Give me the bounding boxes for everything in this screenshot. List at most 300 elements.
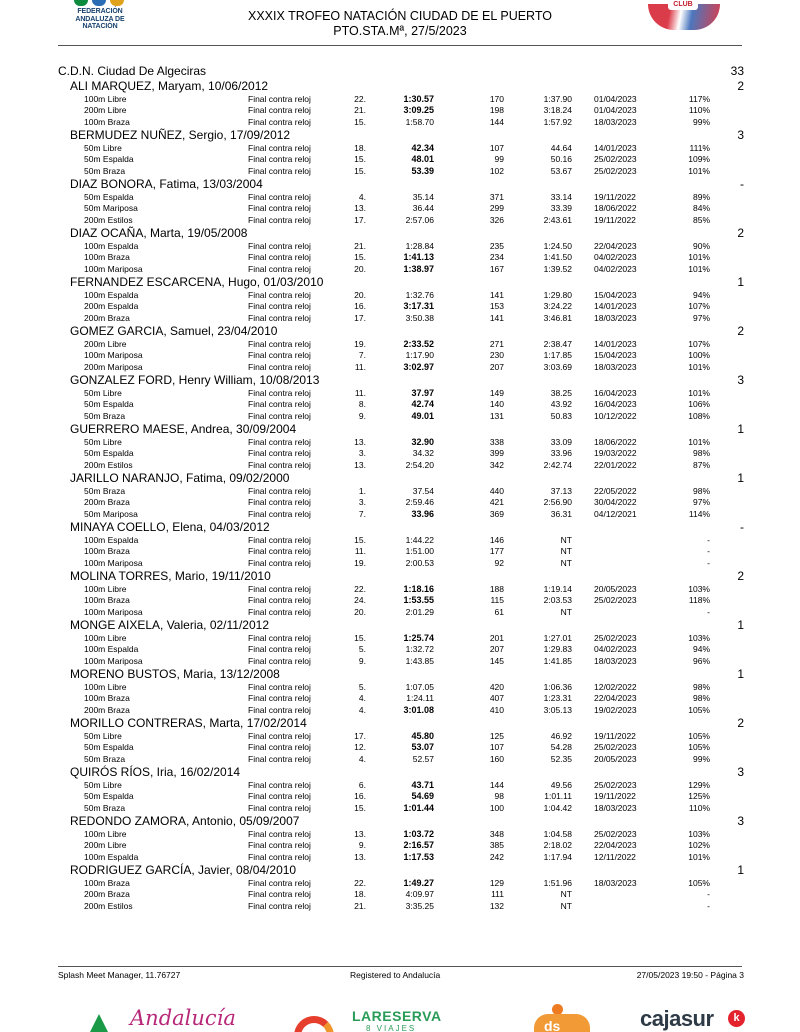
race-place: 24.	[354, 595, 366, 605]
race-time: 1:17.53	[403, 851, 434, 862]
race-round: Final contra reloj	[248, 693, 311, 703]
race-round: Final contra reloj	[248, 203, 311, 213]
swimmer-header	[0, 618, 800, 633]
race-time: 3:01.08	[403, 704, 434, 715]
swimmer-score: -	[740, 520, 744, 534]
race-percentage: 107%	[688, 301, 710, 311]
race-row	[0, 301, 800, 313]
race-event: 200m Libre	[84, 105, 127, 115]
race-points: 271	[489, 338, 504, 349]
race-row	[0, 339, 800, 351]
race-place: 13.	[354, 828, 366, 839]
race-points: 131	[489, 410, 504, 421]
race-time: 1:38.97	[403, 263, 434, 274]
race-points: 371	[489, 191, 504, 202]
race-event: 50m Mariposa	[84, 508, 138, 519]
race-personal-best: 1:29.80	[543, 289, 572, 300]
race-place: 22.	[354, 93, 366, 104]
race-time: 53.39	[411, 165, 434, 176]
race-points: 111	[491, 889, 504, 899]
race-round: Final contra reloj	[248, 289, 311, 300]
race-time: 1:44.22	[405, 534, 434, 545]
federation-logo	[70, 0, 140, 36]
race-row	[0, 117, 800, 129]
race-event: 50m Espalda	[84, 448, 134, 458]
race-round: Final contra reloj	[248, 154, 311, 164]
race-time: 2:33.52	[403, 338, 434, 349]
race-percentage: 101%	[688, 436, 710, 447]
race-percentage: 105%	[688, 877, 710, 888]
race-time: 4:09.97	[405, 889, 434, 899]
swimmer-block	[0, 177, 800, 226]
race-pb-date: 16/04/2023	[594, 399, 637, 409]
race-place: 9.	[358, 840, 366, 850]
race-row	[0, 399, 800, 411]
race-personal-best: 1:04.58	[543, 828, 572, 839]
swimmer-header	[0, 863, 800, 878]
swimmer-header	[0, 177, 800, 192]
swimmer-block	[0, 520, 800, 569]
race-personal-best: 1:29.83	[543, 644, 572, 654]
race-pb-date: 14/01/2023	[594, 301, 637, 311]
race-personal-best: 1:04.42	[543, 802, 572, 813]
race-row	[0, 411, 800, 423]
race-event: 100m Mariposa	[84, 557, 143, 568]
race-time: 1:24.11	[406, 693, 434, 703]
race-round: Final contra reloj	[248, 632, 311, 643]
race-place: 17.	[354, 312, 366, 323]
race-row	[0, 656, 800, 668]
sponsor-lareserva-subtext: 8 VIAJES	[366, 1024, 417, 1032]
race-personal-best: NT	[560, 534, 572, 545]
race-time: 1:32.72	[405, 644, 434, 654]
race-round: Final contra reloj	[248, 263, 311, 274]
race-round: Final contra reloj	[248, 361, 311, 372]
race-time: 34.32	[412, 448, 434, 458]
race-points: 100	[489, 802, 504, 813]
race-row	[0, 693, 800, 705]
race-points: 342	[489, 459, 504, 470]
race-row	[0, 290, 800, 302]
race-pb-date: 04/02/2023	[594, 252, 637, 262]
race-row	[0, 497, 800, 509]
race-time: 1:49.27	[403, 877, 434, 888]
footer-registered: Registered to Andalucía	[350, 970, 441, 980]
federation-logo-mark	[74, 0, 88, 6]
race-pb-date: 18/06/2022	[594, 436, 637, 447]
race-percentage: 89%	[692, 191, 710, 202]
race-percentage: 101%	[688, 387, 710, 398]
race-personal-best: 44.64	[550, 142, 572, 153]
race-place: 11.	[354, 546, 366, 556]
federation-logo-mark	[92, 0, 106, 6]
race-row	[0, 252, 800, 264]
race-percentage: 101%	[688, 165, 710, 176]
race-percentage: 98%	[692, 485, 710, 496]
race-place: 21.	[354, 105, 366, 115]
swimmer-score: 1	[737, 618, 744, 632]
race-round: Final contra reloj	[248, 497, 311, 507]
race-pb-date: 04/02/2023	[594, 644, 637, 654]
sponsor-cajasur-text: cajasur	[640, 1006, 714, 1031]
race-place: 9.	[358, 410, 366, 421]
race-place: 5.	[358, 644, 366, 654]
race-percentage: 129%	[688, 779, 710, 790]
race-event: 200m Libre	[84, 338, 127, 349]
race-points: 299	[489, 203, 504, 213]
race-row	[0, 780, 800, 792]
title-line-1: XXXIX TROFEO NATACIÓN CIUDAD DE EL PUERTO	[248, 9, 552, 23]
race-round: Final contra reloj	[248, 900, 311, 911]
race-points: 144	[489, 116, 504, 127]
race-time: 3:02.97	[403, 361, 434, 372]
race-row	[0, 94, 800, 106]
race-row	[0, 584, 800, 596]
race-row	[0, 448, 800, 460]
race-percentage: 94%	[692, 289, 710, 300]
race-time: 54.69	[411, 791, 434, 801]
race-place: 13.	[354, 851, 366, 862]
race-row	[0, 840, 800, 852]
club-row	[58, 64, 744, 78]
race-row	[0, 633, 800, 645]
race-place: 11.	[354, 361, 366, 372]
race-points: 385	[489, 840, 504, 850]
race-place: 7.	[358, 508, 366, 519]
race-time: 33.96	[411, 508, 434, 519]
swimmer-block	[0, 373, 800, 422]
race-pb-date: 14/01/2023	[594, 142, 637, 153]
race-event: 50m Espalda	[84, 791, 134, 801]
page-header	[0, 0, 800, 48]
race-round: Final contra reloj	[248, 410, 311, 421]
race-percentage: -	[707, 557, 710, 568]
race-event: 100m Libre	[84, 583, 127, 594]
race-event: 50m Libre	[84, 779, 122, 790]
swimmer-block	[0, 422, 800, 471]
race-row	[0, 878, 800, 890]
race-place: 8.	[358, 399, 366, 409]
swimmer-list	[0, 79, 800, 912]
race-personal-best: 2:43.61	[543, 214, 572, 225]
race-row	[0, 350, 800, 362]
race-time: 2:16.57	[403, 840, 434, 850]
race-time: 1:41.13	[403, 252, 434, 262]
race-personal-best: 46.92	[550, 730, 572, 741]
swimmer-header	[0, 275, 800, 290]
race-event: 100m Libre	[84, 681, 127, 692]
race-time: 1:58.70	[405, 116, 434, 127]
race-event: 100m Mariposa	[84, 655, 143, 666]
race-event: 100m Mariposa	[84, 263, 143, 274]
race-time: 53.07	[411, 742, 434, 752]
race-percentage: 105%	[688, 730, 710, 741]
race-place: 15.	[354, 165, 366, 176]
race-personal-best: 3:03.69	[543, 361, 572, 372]
race-round: Final contra reloj	[248, 753, 311, 764]
race-event: 100m Espalda	[84, 534, 139, 545]
race-place: 4.	[358, 753, 366, 764]
race-place: 20.	[354, 606, 366, 617]
race-place: 1.	[358, 485, 366, 496]
race-points: 207	[489, 361, 504, 372]
race-time: 49.01	[411, 410, 434, 421]
race-personal-best: 33.96	[550, 448, 572, 458]
race-percentage: 107%	[688, 338, 710, 349]
race-row	[0, 486, 800, 498]
race-percentage: -	[707, 606, 710, 617]
race-pb-date: 22/05/2022	[594, 485, 637, 496]
page-title	[150, 9, 650, 39]
race-pb-date: 14/01/2023	[594, 338, 637, 349]
swimmer-header	[0, 716, 800, 731]
race-personal-best: 1:17.85	[543, 350, 572, 360]
race-event: 50m Espalda	[84, 191, 134, 202]
race-row	[0, 803, 800, 815]
sponsor-lareserva-text: LARESERVA	[352, 1008, 442, 1024]
race-points: 98	[494, 791, 504, 801]
race-place: 16.	[354, 301, 366, 311]
race-points: 153	[489, 301, 504, 311]
race-personal-best: 3:24.22	[543, 301, 572, 311]
race-row	[0, 595, 800, 607]
swimmer-name: MINAYA COELLO, Elena, 04/03/2012	[70, 520, 270, 534]
race-round: Final contra reloj	[248, 508, 311, 519]
swimmer-block	[0, 226, 800, 275]
race-personal-best: NT	[560, 606, 572, 617]
race-round: Final contra reloj	[248, 595, 311, 605]
race-pb-date: 19/11/2022	[594, 730, 636, 741]
race-percentage: 110%	[688, 802, 710, 813]
race-round: Final contra reloj	[248, 742, 311, 752]
race-row	[0, 682, 800, 694]
race-pb-date: 01/04/2023	[594, 93, 637, 104]
race-percentage: 101%	[688, 263, 710, 274]
race-percentage: 103%	[688, 632, 710, 643]
race-row	[0, 644, 800, 656]
race-personal-best: 49.56	[550, 779, 572, 790]
race-place: 3.	[358, 448, 366, 458]
race-pb-date: 15/04/2023	[594, 350, 637, 360]
race-pb-date: 19/11/2022	[594, 191, 636, 202]
race-percentage: 109%	[688, 154, 710, 164]
race-percentage: -	[707, 900, 710, 911]
race-time: 3:50.38	[405, 312, 434, 323]
title-line-2: PTO.STA.Mª, 27/5/2023	[333, 24, 467, 38]
race-round: Final contra reloj	[248, 105, 311, 115]
race-round: Final contra reloj	[248, 557, 311, 568]
race-personal-best: 3:05.13	[543, 704, 572, 715]
race-time: 35.14	[412, 191, 434, 202]
race-points: 141	[489, 289, 504, 300]
race-points: 407	[489, 693, 504, 703]
race-pb-date: 01/04/2023	[594, 105, 637, 115]
swimmer-score: 1	[737, 422, 744, 436]
race-percentage: 117%	[688, 93, 710, 104]
lareserva-ring-icon	[294, 1016, 334, 1032]
race-row	[0, 852, 800, 864]
race-points: 145	[489, 655, 504, 666]
race-round: Final contra reloj	[248, 436, 311, 447]
race-personal-best: 3:18.24	[543, 105, 572, 115]
race-round: Final contra reloj	[248, 214, 311, 225]
race-time: 32.90	[411, 436, 434, 447]
race-place: 21.	[354, 900, 366, 911]
race-event: 100m Braza	[84, 546, 130, 556]
race-round: Final contra reloj	[248, 828, 311, 839]
race-pb-date: 19/11/2022	[594, 791, 636, 801]
race-points: 125	[489, 730, 504, 741]
race-row	[0, 154, 800, 166]
race-round: Final contra reloj	[248, 791, 311, 801]
race-round: Final contra reloj	[248, 350, 311, 360]
race-event: 200m Estilos	[84, 459, 133, 470]
race-pb-date: 25/02/2023	[594, 165, 637, 176]
race-time: 42.74	[411, 399, 434, 409]
race-round: Final contra reloj	[248, 240, 311, 251]
race-personal-best: 52.35	[550, 753, 572, 764]
race-personal-best: 1:39.52	[543, 263, 572, 274]
race-points: 146	[489, 534, 504, 545]
swimmer-score: 3	[737, 128, 744, 142]
race-pb-date: 22/04/2023	[594, 693, 637, 703]
race-place: 4.	[358, 704, 366, 715]
race-row	[0, 264, 800, 276]
race-event: 100m Braza	[84, 252, 130, 262]
race-time: 1:18.16	[403, 583, 434, 594]
federation-logo-mark	[110, 0, 124, 6]
race-round: Final contra reloj	[248, 730, 311, 741]
race-personal-best: 33.39	[550, 203, 572, 213]
race-points: 421	[489, 497, 504, 507]
swimmer-name: DIAZ BONORA, Fatima, 13/03/2004	[70, 177, 263, 191]
race-personal-best: NT	[560, 546, 572, 556]
race-event: 50m Espalda	[84, 742, 134, 752]
race-time: 2:59.46	[405, 497, 434, 507]
race-event: 50m Braza	[84, 802, 126, 813]
swimmer-score: 2	[737, 226, 744, 240]
race-percentage: 101%	[688, 361, 710, 372]
race-percentage: 101%	[688, 851, 710, 862]
race-event: 50m Espalda	[84, 399, 134, 409]
race-personal-best: 2:18.02	[543, 840, 572, 850]
race-place: 13.	[354, 203, 366, 213]
cajasur-mark-icon: k	[728, 1010, 745, 1027]
race-personal-best: 38.25	[550, 387, 572, 398]
swimmer-block	[0, 324, 800, 373]
swimmer-name: JARILLO NARANJO, Fatima, 09/02/2000	[70, 471, 290, 485]
race-personal-best: 54.28	[550, 742, 572, 752]
race-row	[0, 754, 800, 766]
race-personal-best: 1:01.11	[544, 791, 572, 801]
race-points: 132	[489, 900, 504, 911]
race-place: 4.	[358, 191, 366, 202]
race-pb-date: 20/05/2023	[594, 583, 637, 594]
race-event: 100m Espalda	[84, 240, 139, 251]
race-pb-date: 22/01/2022	[594, 459, 637, 470]
club-score: 33	[730, 64, 744, 78]
race-event: 200m Estilos	[84, 900, 133, 911]
race-place: 3.	[358, 497, 366, 507]
race-personal-best: 1:57.92	[543, 116, 572, 127]
swimmer-block	[0, 79, 800, 128]
swimmer-block	[0, 814, 800, 863]
page-footer	[58, 970, 744, 984]
race-personal-best: 1:37.90	[543, 93, 572, 104]
race-event: 100m Libre	[84, 93, 127, 104]
footer-divider	[58, 966, 742, 967]
race-round: Final contra reloj	[248, 877, 311, 888]
race-pb-date: 25/02/2023	[594, 595, 637, 605]
federation-logo-text: FEDERACIÓN ANDALUZA DE NATACIÓN	[75, 8, 125, 30]
race-round: Final contra reloj	[248, 252, 311, 262]
swimmer-name: FERNANDEZ ESCARCENA, Hugo, 01/03/2010	[70, 275, 324, 289]
race-points: 129	[489, 877, 504, 888]
race-percentage: 97%	[692, 497, 710, 507]
sponsor-ds-text: ds	[544, 1018, 561, 1032]
race-points: 242	[489, 851, 504, 862]
race-pb-date: 19/11/2022	[594, 214, 636, 225]
race-place: 22.	[354, 583, 366, 594]
race-place: 15.	[354, 534, 366, 545]
race-pb-date: 25/02/2023	[594, 742, 637, 752]
race-time: 1:25.74	[403, 632, 434, 643]
swimmer-score: 2	[737, 569, 744, 583]
swimmer-name: REDONDO ZAMORA, Antonio, 05/09/2007	[70, 814, 300, 828]
race-round: Final contra reloj	[248, 802, 311, 813]
race-round: Final contra reloj	[248, 534, 311, 545]
race-event: 100m Libre	[84, 632, 127, 643]
race-event: 100m Braza	[84, 877, 130, 888]
race-points: 201	[489, 632, 504, 643]
race-points: 188	[489, 583, 504, 594]
sponsor-bar	[0, 1000, 800, 1032]
swimmer-score: 1	[737, 667, 744, 681]
swimmer-score: 3	[737, 765, 744, 779]
sponsor-andalucia-logo	[86, 1006, 236, 1032]
race-pb-date: 15/04/2023	[594, 289, 637, 300]
race-pb-date: 12/02/2022	[594, 681, 637, 692]
club-logo	[648, 0, 720, 36]
race-percentage: 97%	[692, 312, 710, 323]
race-points: 160	[489, 753, 504, 764]
swimmer-name: ALI MARQUEZ, Maryam, 10/06/2012	[70, 79, 269, 93]
race-place: 22.	[354, 877, 366, 888]
swimmer-header	[0, 226, 800, 241]
race-points: 102	[489, 165, 504, 176]
race-place: 18.	[354, 889, 366, 899]
race-event: 100m Espalda	[84, 289, 139, 300]
race-time: 1:32.76	[405, 289, 434, 300]
swimmer-name: RODRIGUEZ GARCÍA, Javier, 08/04/2010	[70, 863, 297, 877]
race-place: 11.	[354, 387, 366, 398]
club-name: C.D.N. Ciudad De Algeciras	[58, 64, 207, 78]
race-round: Final contra reloj	[248, 485, 311, 496]
race-round: Final contra reloj	[248, 387, 311, 398]
race-percentage: 106%	[688, 399, 710, 409]
race-percentage: -	[707, 889, 710, 899]
race-points: 326	[489, 214, 504, 225]
race-place: 15.	[354, 154, 366, 164]
race-event: 50m Espalda	[84, 154, 134, 164]
race-time: 52.57	[412, 753, 434, 764]
race-row	[0, 215, 800, 227]
race-event: 50m Braza	[84, 410, 126, 421]
race-row	[0, 166, 800, 178]
swimmer-score: 1	[737, 275, 744, 289]
race-time: 1:30.57	[403, 93, 434, 104]
race-round: Final contra reloj	[248, 459, 311, 470]
